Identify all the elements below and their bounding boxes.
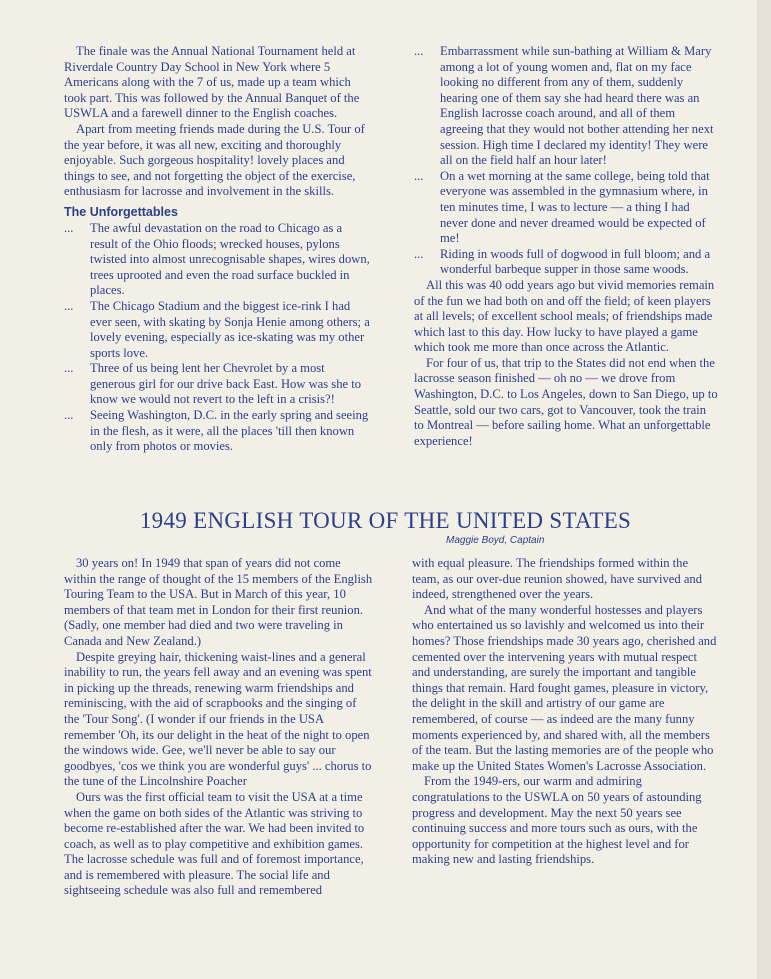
- list-item: [414, 44, 718, 169]
- paragraph: The finale was the Annual National Tournament held at Riverdale Country Day School in New York where 5 Americans along with the 7 of us, made up a team which took part. This was followed by the Annual Banquet of the USWLA and a farewell dinner to the English coaches.: [64, 44, 360, 121]
- list-item: [414, 247, 718, 278]
- list-item-text: Seeing Washington, D.C. in the early spring and seeing in the flesh, as it were, all the places 'till then known only from photos or movies.: [90, 408, 369, 454]
- bullet-marker: ...: [414, 44, 424, 58]
- list-item: [414, 169, 718, 247]
- bullet-marker: ...: [414, 168, 424, 183]
- article-byline: Maggie Boyd, Captain: [446, 535, 545, 546]
- article-left-column: [64, 556, 374, 899]
- bullet-marker: ...: [64, 361, 74, 376]
- paragraph: 30 years on! In 1949 that span of years did not come within the range of thought of the 15 members of the English Touring Team to the USA. But in March of this year, 10 members of that team met in London for their first reunion. (Sadly, one member had died and two were traveling in Canada and New Zealand.): [64, 556, 373, 648]
- bullet-marker: ...: [64, 408, 74, 423]
- bullet-marker: ...: [64, 298, 74, 313]
- list-item: [64, 361, 372, 408]
- paragraph: with equal pleasure. The friendships formed within the team, as our over-due reunion showed, have survived and indeed, strengthened over the years.: [412, 556, 703, 602]
- top-right-column: [414, 44, 718, 449]
- bullet-marker: ...: [414, 246, 424, 261]
- page-edge-shadow: [757, 0, 771, 979]
- list-item-text: The awful devastation on the road to Chicago as a result of the Ohio floods; wrecked houses, pylons twisted into almost unrecognisable shapes, wires down, trees uprooted and even the road surface buckled in places.: [90, 220, 370, 298]
- paragraph: All this was 40 odd years ago but vivid memories remain of the fun we had both on and off the field; of keen players at all levels; of excellent school meals; of friendships made which last to this day. How lucky to have played a game which took me more than once across the Atlantic.: [414, 277, 715, 355]
- list-item-text: Three of us being lent her Chevrolet by a most generous girl for our drive back East. How was she to know we would not revert to the left in a crisis?!: [90, 361, 362, 407]
- article-right-column: [412, 556, 718, 868]
- list-item-text: On a wet morning at the same college, being told that everyone was assembled in the gymnasium where, in ten minutes time, I was to lecture — a thing I had never done and never dreamed would be expected of me!: [440, 168, 710, 246]
- paragraph: For four of us, that trip to the States did not end when the lacrosse season finished — oh no — we drove from Washington, D.C. to Los Angeles, down to San Diego, up to Seattle, sold our two cars, got to Vancouver, took the train to Montreal — before sailing home. What an unforgettable experience!: [414, 355, 718, 448]
- list-item: [64, 408, 372, 455]
- list-item: [64, 299, 372, 361]
- paragraph: From the 1949-ers, our warm and admiring congratulations to the USWLA on 50 years of astounding progress and development. May the next 50 years see continuing success and more tours such as ours, with the opportunity for competition at the highest level and for making new and lasting friendships.: [412, 774, 702, 867]
- bullet-marker: ...: [64, 220, 74, 235]
- section-heading: The Unforgettables: [64, 204, 178, 219]
- list-item-text: Embarrassment while sun-bathing at William & Mary among a lot of young women and, flat on my face looking no different from any of them, suddenly hearing one of them say she had heard there was an English lacrosse coach around, and all of them agreeing that they would not bother attending her next session. High time I declared my identity! They were all on the field half an hour later!: [440, 44, 714, 168]
- paragraph: Apart from meeting friends made during the U.S. Tour of the year before, it was all new, exciting and thoroughly enjoyable. Such gorgeous hospitality! lovely places and things to see, and not forgetting the object of the exercise, enthusiasm for lacrosse and involvement in the skills.: [64, 121, 365, 199]
- paragraph: And what of the many wonderful hostesses and players who entertained us so lavishly and welcomed us into their homes? Those friendships made 30 years ago, cherished and cemented over the intervening years with mutual respect and understanding, are surely the important and tangible things that remain. Hard fought games, pleasure in victory, the delight in the skill and artistry of our game are remembered, of course — as indeed are the many funny moments experienced by, and shared with, all the members of the team. But the lasting memories are of the people who make up the United States Women's Lacrosse Association.: [412, 602, 717, 773]
- list-item-text: Riding in woods full of dogwood in full bloom; and a wonderful barbeque supper in those same woods.: [440, 246, 711, 277]
- article-title: 1949 ENGLISH TOUR OF THE UNITED STATES: [139, 508, 632, 533]
- top-left-column: [64, 44, 372, 455]
- list-item-text: The Chicago Stadium and the biggest ice-rink I had ever seen, with skating by Sonja Henie among others; a lovely evening, especially as ice-skating was my other sports love.: [90, 298, 370, 360]
- list-item: [64, 221, 372, 299]
- paragraph: Despite greying hair, thickening waist-lines and a general inability to run, the years fell away and an evening was spent in picking up the threads, renewing warm friendships and reminiscing, with the aid of scrapbooks and the singing of the 'Tour Song'. (I wonder if our friends in the USA remember 'Oh, its our delight in the heat of the night to open the windows wide. Gee, we'll never be able to say our goodbyes, 'cos we think you are wonderful guys' ... chorus to the tune of the Lincolnshire Poacher: [64, 649, 372, 789]
- paragraph: Ours was the first official team to visit the USA at a time when the game on both sides of the Atlantic was striving to become re-established after the war. We had been invited to coach, as well as to play competitive and exhibition games. The lacrosse schedule was full and of foremost importance, and is remembered with pleasure. The social life and sightseeing schedule was also full and remembered: [64, 789, 365, 898]
